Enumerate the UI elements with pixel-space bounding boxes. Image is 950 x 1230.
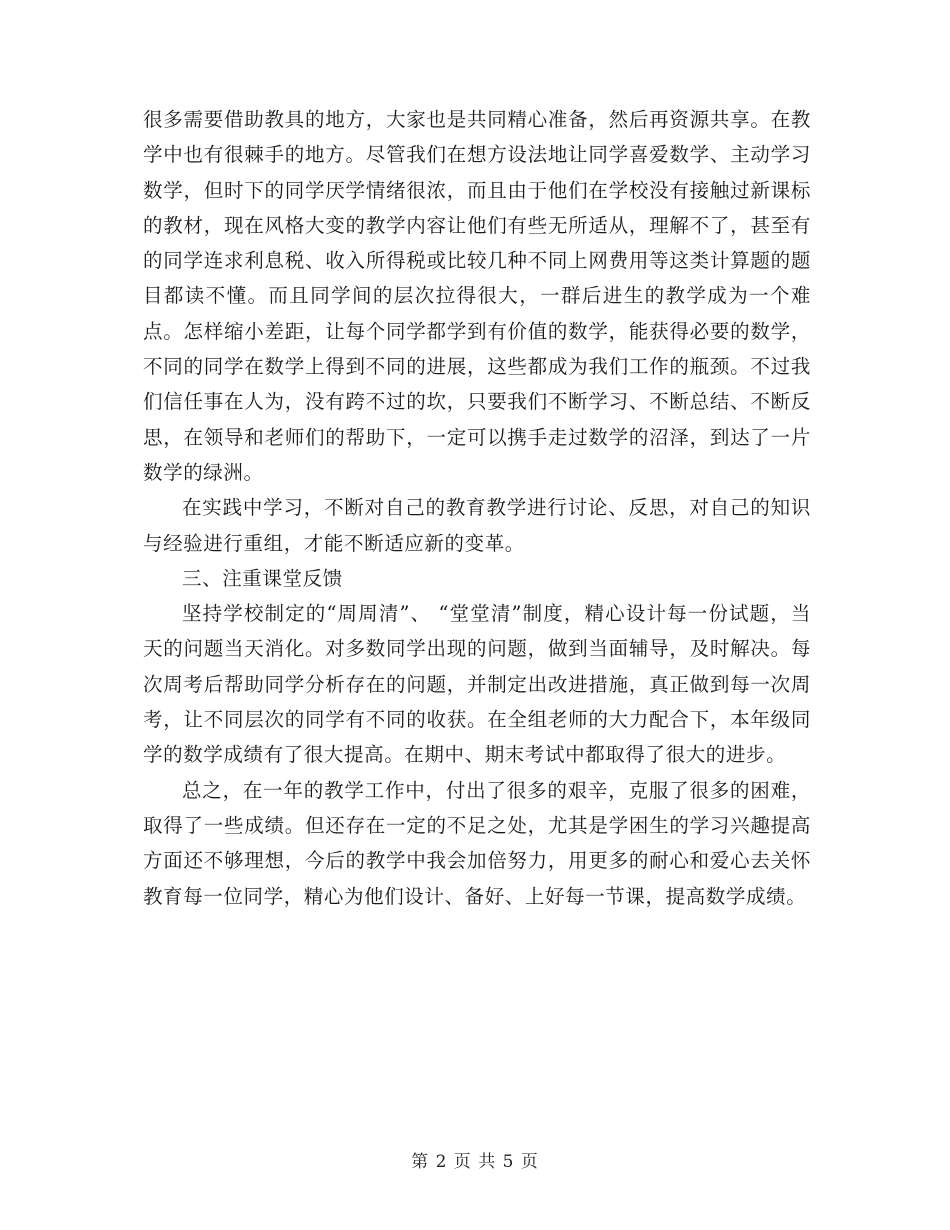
paragraph-2: 在实践中学习，不断对自己的教育教学进行讨论、反思，对自己的知识与经验进行重组，才能不断适应新的变革。 xyxy=(143,496,811,555)
paragraph-1: 很多需要借助教具的地方，大家也是共同精心准备，然后再资源共享。在教学中也有很棘手的地方。尽管我们在想方设法地让同学喜爱数学、主动学习数学，但时下的同学厌学情绪很浓，而且由于他们在学校没有接触过新课标的教材，现在风格大变的教学内容让他们有些无所适从，理解不了，甚至有的同学连求利息税、收入所得税或比较几种不同上网费用等这类计算题的题目都读不懂。而且同学间的层次拉得很大，一群后进生的教学成为一个难点。怎样缩小差距，让每个同学都学到有价值的数学，能获得必要的数学，不同的同学在数学上得到不同的进展，这些都成为我们工作的瓶颈。不过我们信任事在人为，没有跨不过的坎，只要我们不断学习、不断总结、不断反思，在领导和老师们的帮助下，一定可以携手走过数学的沼泽，到达了一片数学的绿洲。 xyxy=(143,108,811,484)
paragraph-3: 坚持学校制定的“周周清”、 “堂堂清”制度，精心设计每一份试题，当天的问题当天消化。对多数同学出现的问题，做到当面辅导，及时解决。每次周考后帮助同学分析存在的问题，并制定出改进措施，真正做到每一次周考，让不同层次的同学有不同的收获。在全组老师的大力配合下，本年级同学的数学成绩有了很大提高。在期中、期末考试中都取得了很大的进步。 xyxy=(143,602,811,767)
section-heading: 三、注重课堂反馈 xyxy=(182,566,343,590)
body-text xyxy=(143,102,811,914)
page-number-footer: 第 2 页 共 5 页 xyxy=(411,1152,539,1172)
paragraph-4: 总之，在一年的教学工作中，付出了很多的艰辛，克服了很多的困难，取得了一些成绩。但还存在一定的不足之处，尤其是学困生的学习兴趣提高方面还不够理想，今后的教学中我会加倍努力，用更多的耐心和爱心去关怀教育每一位同学，精心为他们设计、备好、上好每一节课，提高数学成绩。 xyxy=(143,778,811,908)
